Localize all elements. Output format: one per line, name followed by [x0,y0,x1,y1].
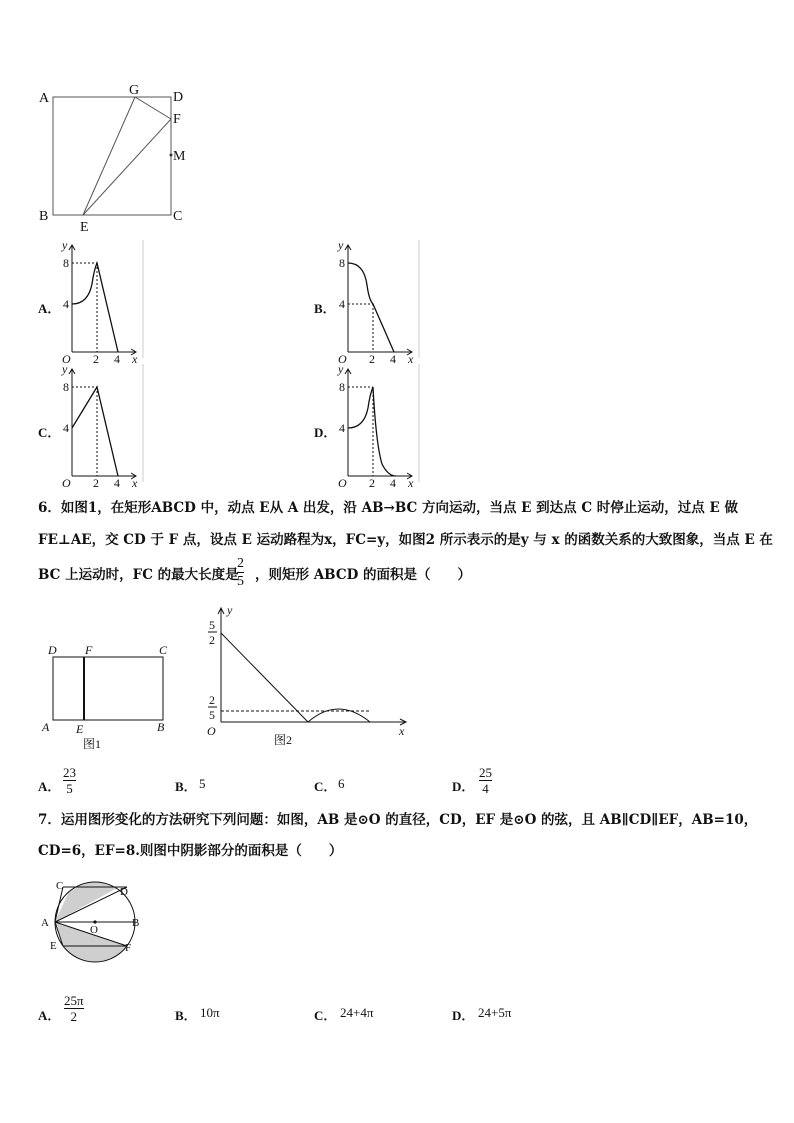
label-E: E [80,220,89,235]
q7-option-B-value[interactable]: 10π [200,1005,220,1020]
q6-option-C-label[interactable]: C． [314,779,337,794]
tick-4: 4 [339,421,345,435]
label-G: G [129,83,140,98]
q7-option-D-value[interactable]: 24+5π [478,1005,512,1020]
fig2-top-den: 2 [209,633,215,647]
tick-2: 2 [93,352,99,366]
y-axis-label: y [62,362,68,376]
prev-option-B-graph[interactable] [334,240,424,365]
fig2-y-label: y [227,603,233,617]
q7-option-D-label[interactable]: D． [452,1008,475,1023]
fig1-label-D: D [48,643,57,657]
tick-4: 4 [339,297,345,311]
origin-label: O [338,352,347,366]
q7-label-D: D [120,886,128,898]
tick-4: 4 [63,421,69,435]
label-M: M [173,149,186,164]
tick-4-x: 4 [114,352,120,366]
fig2-origin: O [207,724,216,738]
x-axis-label: x [408,476,414,490]
q7-circle-figure [30,875,150,965]
tick-2: 2 [369,352,375,366]
tick-4-x: 4 [114,476,120,490]
q6-figure-2 [200,600,420,760]
q7-option-A-label[interactable]: A． [38,1008,61,1023]
fraction-denominator: 5 [237,574,244,589]
fig2-top-num: 5 [209,618,215,632]
q6-option-A-value[interactable] [63,765,76,796]
q6-figure-1 [0,600,200,760]
q7-line-1: 7．运用图形变化的方法研究下列问题：如图，AB 是⊙O 的直径，CD，EF 是⊙O 的弦，且 AB∥CD∥EF，AB=10， [38,812,758,828]
y-axis-label: y [338,362,344,376]
q7-label-F: F [125,942,132,954]
origin-label: O [62,476,71,490]
q6-option-D-label[interactable]: D． [452,779,475,794]
prev-option-B-label[interactable]: B． [314,301,336,316]
fig2-low-num: 2 [209,693,215,707]
prev-option-A-label[interactable]: A． [38,301,61,316]
tick-2: 2 [369,476,375,490]
fraction-denominator: 4 [482,781,489,796]
fraction-numerator: 2 [237,556,244,571]
q6-option-C-value[interactable]: 6 [338,776,345,791]
y-axis-label: y [338,238,344,252]
tick-8: 8 [63,256,69,270]
q7-label-A: A [41,917,49,929]
label-C: C [173,209,183,224]
fraction-numerator: 25π [64,993,84,1008]
origin-label: O [338,476,347,490]
q7-option-C-label[interactable]: C． [314,1008,337,1023]
y-axis-label: y [62,238,68,252]
tick-8: 8 [63,380,69,394]
fraction-numerator: 25 [479,765,492,780]
q7-line-2: CD=6，EF=8.则图中阴影部分的面积是（ ） [38,843,343,859]
origin-label: O [62,352,71,366]
q6-line-2: FE⊥AE，交 CD 于 F 点，设点 E 运动路程为x，FC=y，如图2 所示表示的是y 与 x 的函数关系的大致图象，当点 E 在 [38,532,773,548]
q6-option-A-label[interactable]: A． [38,779,61,794]
prev-option-C-graph[interactable] [58,364,148,489]
tick-4: 4 [63,297,69,311]
prev-option-D-graph[interactable] [334,364,424,489]
tick-4-x: 4 [390,476,396,490]
prev-option-C-label[interactable]: C． [38,425,61,440]
q6-line-3a: BC 上运动时，FC 的最大长度是 [38,567,239,583]
q7-label-O: O [90,924,98,936]
q7-option-C-value[interactable]: 24+4π [340,1005,374,1020]
q6-option-B-label[interactable]: B． [175,779,197,794]
prev-option-A-graph[interactable] [58,240,148,365]
fig1-label-E: E [76,722,84,736]
label-D: D [173,90,184,105]
label-A: A [39,91,50,106]
q6-line-1: 6．如图1，在矩形ABCD 中，动点 E从 A 出发，沿 AB→BC 方向运动，当点 E 到达点 C 时停止运动，过点 E 做 [38,500,738,516]
q7-option-B-label[interactable]: B． [175,1008,197,1023]
q7-label-E: E [50,940,57,952]
q6-line-3b: ，则矩形 ABCD 的面积是（ ） [255,567,471,583]
fig1-label-A: A [42,720,50,734]
q6-option-D-value[interactable] [479,765,492,796]
fraction-denominator: 2 [70,1009,78,1024]
fig2-x-label: x [399,724,405,738]
fig2-low-den: 5 [209,708,215,722]
x-axis-label: x [132,352,138,366]
q7-option-A-value[interactable] [64,993,84,1024]
tick-8: 8 [339,380,345,394]
fraction-numerator: 23 [63,765,76,780]
q6-max-fraction [237,555,244,590]
fig2-caption: 图2 [274,733,293,747]
tick-2: 2 [93,476,99,490]
fig1-label-C: C [159,643,168,657]
fraction-denominator: 5 [66,781,73,796]
q6-option-B-value[interactable]: 5 [199,776,206,791]
label-F: F [173,112,181,127]
fig1-label-F: F [85,643,93,657]
square-figure [0,0,794,240]
fig1-caption: 图1 [83,737,102,751]
fig1-label-B: B [157,720,165,734]
label-B: B [39,209,49,224]
tick-4-x: 4 [390,352,396,366]
prev-option-D-label[interactable]: D． [314,425,337,440]
x-axis-label: x [132,476,138,490]
tick-8: 8 [339,256,345,270]
q7-label-C: C [56,880,64,892]
q7-label-B: B [132,917,140,929]
x-axis-label: x [408,352,414,366]
